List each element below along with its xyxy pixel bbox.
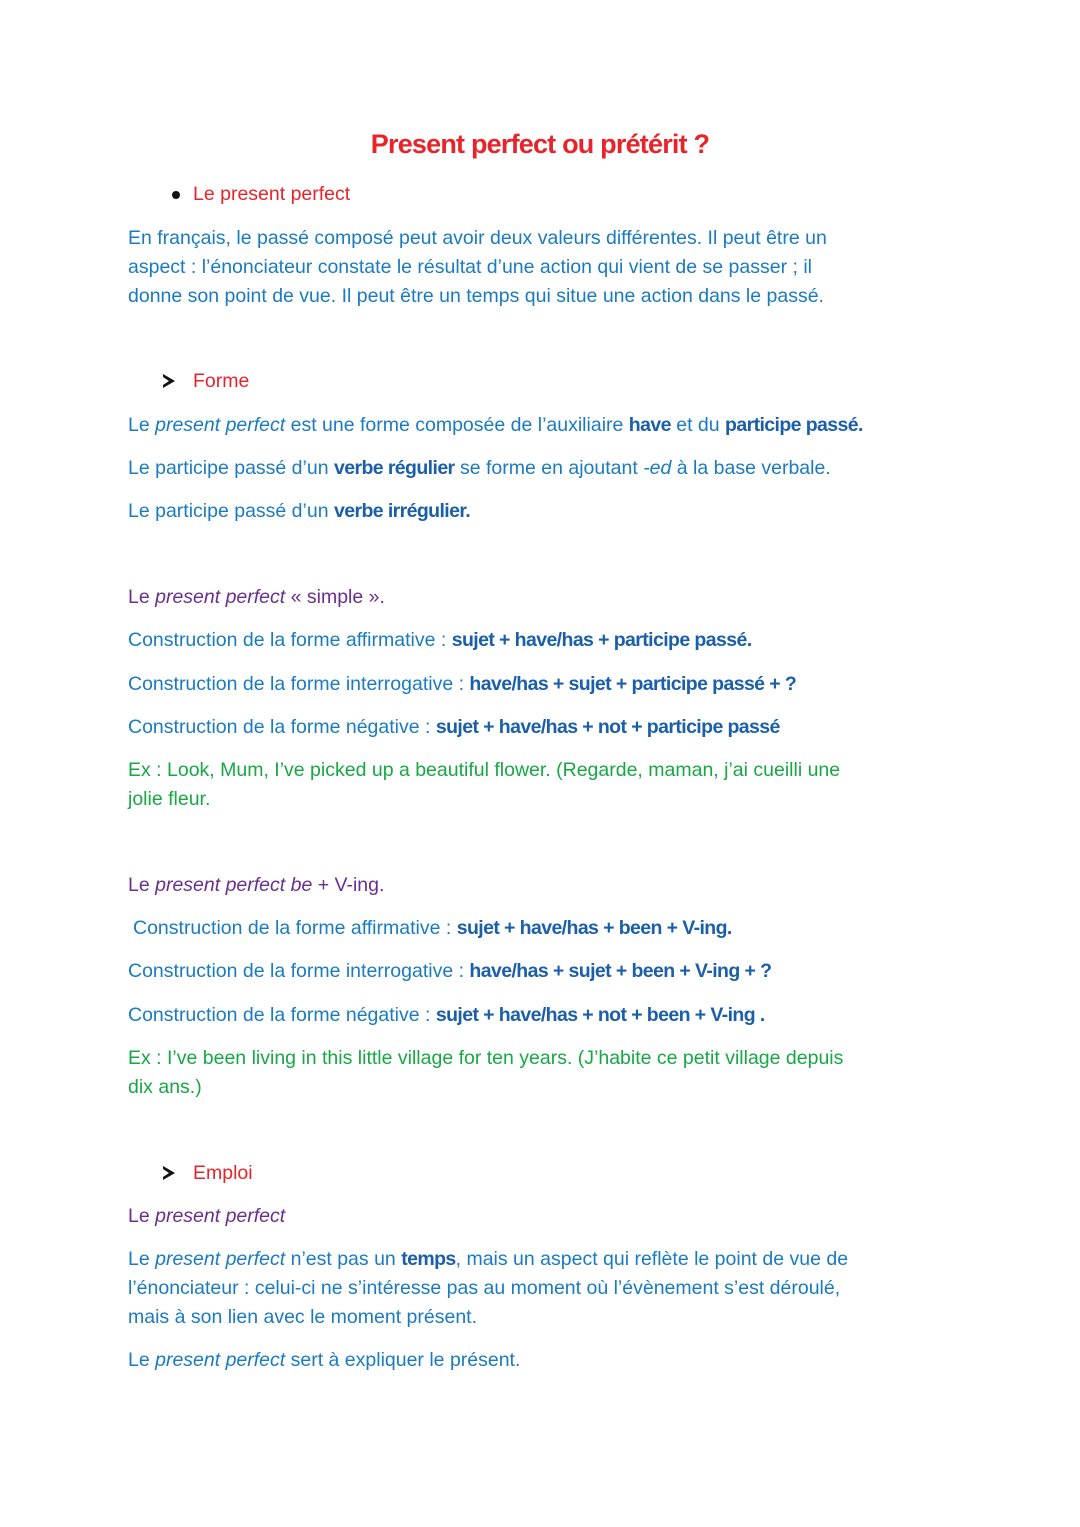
text: sert à expliquer le présent. — [285, 1349, 521, 1371]
simple-heading — [128, 583, 385, 612]
text-bold: temps — [401, 1248, 456, 1270]
text: + V-ing. — [312, 874, 385, 896]
simple-negative — [128, 713, 780, 742]
text: , mais un aspect qui reflète le point de vue de — [455, 1248, 849, 1270]
continuous-example-line-2: dix ans.) — [128, 1076, 202, 1098]
text: se forme en ajoutant — [454, 457, 644, 479]
text: Le participe passé d’un — [128, 500, 334, 522]
intro-line-3: donne son point de vue. Il peut être un temps qui situe une action dans le passé. — [128, 285, 824, 307]
text: Le — [128, 414, 156, 436]
construction-label: Construction de la forme affirmative : — [128, 629, 452, 651]
text: n’est pas un — [285, 1248, 402, 1270]
construction-formula: sujet + have/has + not + participe passé — [435, 716, 780, 738]
construction-label: Construction de la forme négative : — [128, 1004, 436, 1026]
text-italic: -ed — [643, 457, 672, 479]
simple-interrogative — [128, 670, 796, 699]
forme-line-1 — [128, 411, 863, 440]
construction-label: Construction de la forme affirmative : — [133, 917, 457, 939]
construction-label: Construction de la forme négative : — [128, 716, 436, 738]
text-bold: verbe irrégulier. — [333, 500, 471, 522]
page-title: Present perfect ou prétérit ? — [370, 129, 710, 159]
emploi-para-line-2: l’énonciateur : celui-ci ne s’intéresse pas au moment où l’évènement s’est déroulé, — [128, 1277, 841, 1299]
text: Le — [128, 1349, 156, 1371]
continuous-affirmative — [133, 914, 732, 943]
intro-line-1: En français, le passé composé peut avoir deux valeurs différentes. Il peut être un — [128, 227, 827, 249]
text: et du — [670, 414, 726, 436]
construction-label: Construction de la forme interrogative : — [128, 673, 470, 695]
text-italic: present perfect — [155, 1248, 286, 1270]
simple-example-line-1: Ex : Look, Mum, I’ve picked up a beautiful flower. (Regarde, maman, j’ai cueilli une — [128, 759, 841, 781]
simple-affirmative — [128, 626, 752, 655]
text-italic: present perfect — [155, 1349, 286, 1371]
text: Le — [128, 874, 156, 896]
simple-example-line-2: jolie fleur. — [128, 788, 211, 810]
text-italic: present perfect — [155, 414, 286, 436]
text: Le — [128, 1205, 156, 1227]
text-italic: present perfect be — [155, 874, 313, 896]
text: est une forme composée de l’auxiliaire — [285, 414, 629, 436]
text: Le — [128, 1248, 156, 1270]
arrow-bullet-icon — [163, 1166, 175, 1180]
forme-line-2 — [128, 454, 831, 483]
emploi-heading: Emploi — [193, 1162, 253, 1184]
intro-line-2: aspect : l’énonciateur constate le résultat d’une action qui vient de se passer ; il — [128, 256, 812, 278]
text-bold: participe passé. — [725, 414, 863, 436]
continuous-example-line-1: Ex : I’ve been living in this little village for ten years. (J’habite ce petit village depuis — [128, 1047, 844, 1069]
text: Le — [128, 586, 156, 608]
construction-formula: sujet + have/has + not + been + V-ing . — [435, 1004, 765, 1026]
text: Le participe passé d’un — [128, 457, 334, 479]
text-italic: present perfect — [155, 1205, 286, 1227]
arrow-bullet-icon — [163, 374, 175, 388]
emploi-para-line-1 — [128, 1245, 848, 1274]
construction-label: Construction de la forme interrogative : — [128, 960, 470, 982]
construction-formula: sujet + have/has + participe passé. — [451, 629, 752, 651]
forme-heading: Forme — [193, 370, 250, 392]
continuous-negative — [128, 1001, 765, 1030]
construction-formula: have/has + sujet + participe passé + ? — [469, 673, 797, 695]
continuous-interrogative — [128, 957, 771, 986]
emploi-para-line-3: mais à son lien avec le moment présent. — [128, 1306, 478, 1328]
emploi-subheading — [128, 1202, 285, 1231]
emploi-last-line — [128, 1346, 520, 1375]
construction-formula: sujet + have/has + been + V-ing. — [456, 917, 732, 939]
text-bold: have — [628, 414, 671, 436]
text: à la base verbale. — [671, 457, 831, 479]
construction-formula: have/has + sujet + been + V-ing + ? — [469, 960, 772, 982]
text: « simple ». — [285, 586, 385, 608]
bullet-dot-icon — [172, 191, 180, 199]
text-italic: present perfect — [155, 586, 286, 608]
section-heading-present-perfect: Le present perfect — [193, 183, 351, 205]
text-bold: verbe régulier — [333, 457, 455, 479]
continuous-heading — [128, 871, 384, 900]
forme-line-3 — [128, 497, 470, 526]
